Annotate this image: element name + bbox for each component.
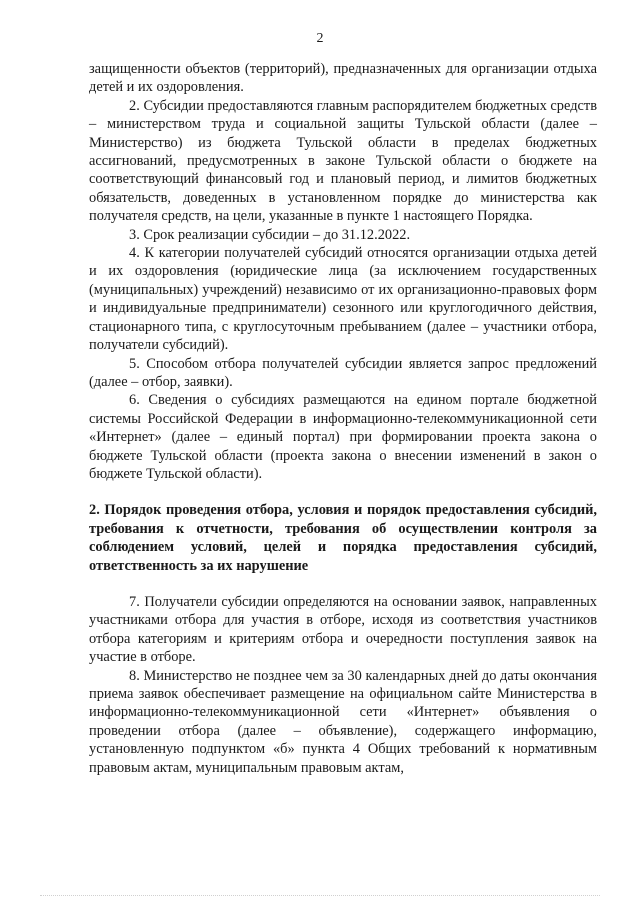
paragraph-6: 6. Сведения о субсидиях размещаются на едином портале бюджетной системы Российской Федерации в информационно-телекоммуникационной сети «Интернет» (далее – единый портал) при формировании проекта закона о бюджете Тульской области (проекта закона о внесении изменений в закон о бюджете Тульской области).	[89, 392, 597, 482]
paragraph-2: 2. Субсидии предоставляются главным распорядителем бюджетных средств – министерством труда и социальной защиты Тульской области (далее – Министерство) из бюджета Тульской области в пределах бюджетных ассигнований, предусмотренных в законе Тульской области о бюджете на соответствующий финансовый год и плановый период, и лимитов бюджетных обязательств, доведенных в установленном порядке до министерства как получателя средств, на цели, указанные в пункте 1 настоящего Порядка.	[89, 97, 597, 225]
paragraph-3: 3. Срок реализации субсидии – до 31.12.2022.	[129, 226, 411, 243]
document-body	[89, 60, 597, 777]
paragraph-7: 7. Получатели субсидии определяются на основании заявок, направленных участниками отбора для участия в отборе, исходя из соответствия участников отбора категориям и критериям отбора и очередности поступления заявок на участие в отборе.	[89, 593, 597, 666]
paragraph-4: 4. К категории получателей субсидий относятся организации отдыха детей и их оздоровления (юридические лица (за исключением государственных (муниципальных) учреждений) независимо от их организационно-правовых форм и индивидуальные предприниматели) сезонного или круглогодичного действия, стационарного типа, с круглосуточным пребыванием (далее – участники отбора, получатели субсидий).	[89, 245, 597, 354]
scan-footer-artifact	[40, 895, 600, 897]
section-heading: 2. Порядок проведения отбора, условия и порядок предоставления субсидий, требования к отчетности, требования об осуществлении контроля за соблюдением условий, целей и порядка предоставления субсидий, ответственность за их нарушение	[89, 502, 597, 574]
page-number: 2	[316, 31, 324, 46]
paragraph-continuation: защищенности объектов (территорий), предназначенных для организации отдыха детей и их оздоровления.	[89, 61, 597, 96]
paragraph-8: 8. Министерство не позднее чем за 30 календарных дней до даты окончания приема заявок обеспечивает размещение на официальном сайте Министерства в информационно-телекоммуникационной сети «Интернет» объявления о проведении отбора (далее – объявление), содержащего информацию, установленную подпунктом «б» пункта 4 Общих требований к нормативным правовым актам, муниципальным правовым актам,	[89, 667, 597, 776]
paragraph-5: 5. Способом отбора получателей субсидии является запрос предложений (далее – отбор, заявки).	[89, 355, 597, 390]
